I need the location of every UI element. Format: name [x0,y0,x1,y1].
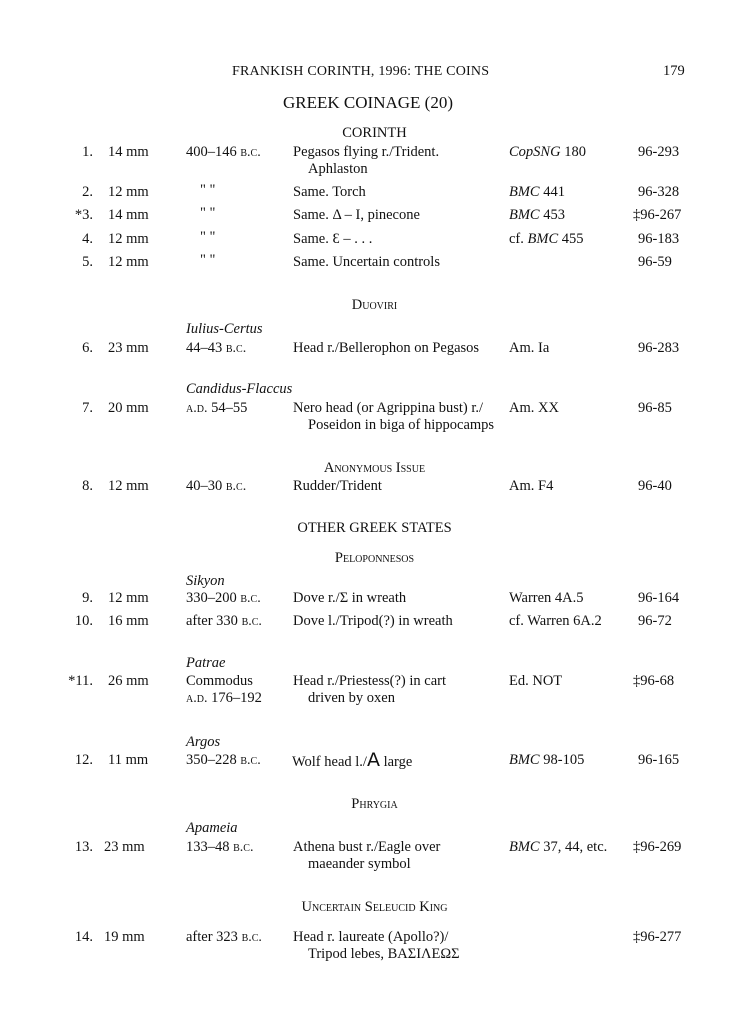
entry-description: Nero head (or Agrippina bust) r./ [293,400,484,416]
entry-description: Head r./Priestess(?) in cart [293,673,447,689]
entry-number: 2. [82,184,93,200]
entry-date-cont: a.d. 176–192 [186,690,262,706]
heading-anonymous-issue: Anonymous Issue [323,460,426,476]
entry-description: Same. Δ – I, pinecone [293,207,420,223]
issuer-name: Iulius-Certus [186,321,263,337]
entry-inventory: 96-183 [638,231,680,247]
entry-date: 350–228 b.c. [186,752,261,768]
entry-reference: BMC 453 [509,207,565,223]
entry-number: 12. [74,752,93,768]
entry-number: 10. [74,613,93,629]
entry-inventory: 96-293 [638,144,680,160]
issuer-name: Sikyon [186,573,225,589]
issuer-name: Apameia [186,820,238,836]
issuer-name: Argos [186,734,221,750]
entry-size: 11 mm [108,752,149,768]
entry-size: 12 mm [108,590,149,606]
entry-date: after 323 b.c. [186,929,262,945]
entry-inventory: 96-59 [638,254,672,270]
entry-number: 7. [82,400,93,416]
heading-corinth: CORINTH [342,125,407,141]
entry-description-cont: maeander symbol [308,856,411,872]
entry-number: 4. [82,231,93,247]
entry-reference: Am. Ia [509,340,550,356]
entry-size: 12 mm [108,231,149,247]
entry-reference: BMC 37, 44, etc. [509,839,608,855]
entry-size: 12 mm [108,478,149,494]
entry-description-cont: Poseidon in biga of hippocamps [308,417,495,433]
running-title: FRANKISH CORINTH, 1996: THE COINS [232,64,490,79]
entry-reference: CopSNG 180 [509,144,586,160]
entry-size: 12 mm [108,254,149,270]
entry-inventory: ‡96-269 [633,839,682,855]
ditto-mark: " " [200,205,216,221]
entry-description-cont: driven by oxen [308,690,395,706]
entry-inventory: 96-164 [638,590,680,606]
entry-description: Same. Uncertain controls [293,254,440,270]
entry-number: 8. [82,478,93,494]
entry-inventory: ‡96-267 [633,207,682,223]
entry-description: Dove l./Tripod(?) in wreath [293,613,453,629]
entry-number: 13. [74,839,93,855]
entry-inventory: 96-283 [638,340,680,356]
entry-date: Commodus [186,673,253,689]
entry-size: 14 mm [108,144,149,160]
section-title: GREEK COINAGE (20) [283,93,453,112]
ditto-mark: " " [200,229,216,245]
entry-description: Wolf head l./A large [292,749,413,771]
entry-description: Dove r./Σ in wreath [293,590,407,606]
entry-description: Pegasos flying r./Trident. [293,144,440,160]
entry-number: *11. [68,673,93,689]
entry-inventory: ‡96-68 [633,673,675,689]
entry-size: 14 mm [108,207,149,223]
entry-reference: Warren 4A.5 [509,590,584,606]
entry-inventory: 96-85 [638,400,672,416]
heading-duoviri: Duoviri [351,297,398,313]
entry-inventory: 96-72 [638,613,672,629]
entry-inventory: 96-165 [638,752,680,768]
entry-description: Same. Ɛ – . . . [293,231,373,247]
entry-date: 44–43 b.c. [186,340,247,356]
entry-date: 133–48 b.c. [186,839,254,855]
entry-description: Head r. laureate (Apollo?)/ [293,929,449,945]
entry-size: 26 mm [108,673,149,689]
entry-number: 1. [82,144,93,160]
heading-peloponnesos: Peloponnesos [334,550,415,566]
issuer-name: Candidus-Flaccus [186,381,293,397]
entry-reference: BMC 441 [509,184,565,200]
entry-description: Athena bust r./Eagle over [293,839,441,855]
entry-inventory: ‡96-277 [633,929,682,945]
entry-inventory: 96-328 [638,184,680,200]
issuer-name: Patrae [186,655,226,671]
entry-description-cont: Aphlaston [308,161,368,177]
entry-number: 9. [82,590,93,606]
entry-size: 16 mm [108,613,149,629]
entry-reference: Am. F4 [509,478,554,494]
entry-description: Head r./Bellerophon on Pegasos [293,340,480,356]
entry-number: 6. [82,340,93,356]
heading-phrygia: Phrygia [351,796,398,812]
entry-date: 40–30 b.c. [186,478,247,494]
entry-size: 19 mm [104,929,145,945]
entry-date: a.d. 54–55 [186,400,248,416]
heading-uncertain-seleucid-king: Uncertain Seleucid King [301,899,448,915]
entry-number: 14. [74,929,93,945]
entry-reference: Am. XX [509,400,559,416]
entry-number: *3. [74,207,93,223]
entry-date: after 330 b.c. [186,613,262,629]
entry-size: 23 mm [104,839,145,855]
entry-reference: cf. BMC 455 [509,231,584,247]
entry-size: 20 mm [108,400,149,416]
entry-number: 5. [82,254,93,270]
page-number: 179 [663,63,685,79]
ditto-mark: " " [200,252,216,268]
entry-description-cont: Tripod lebes, ΒΑΣΙΛΕΩΣ [308,946,460,962]
ditto-mark: " " [200,182,216,198]
entry-reference: Ed. NOT [509,673,563,689]
entry-description: Same. Torch [293,184,366,200]
entry-date: 400–146 b.c. [186,144,261,160]
entry-date: 330–200 b.c. [186,590,261,606]
entry-size: 12 mm [108,184,149,200]
entry-reference: cf. Warren 6A.2 [509,613,602,629]
entry-size: 23 mm [108,340,149,356]
entry-reference: BMC 98-105 [509,752,585,768]
entry-description: Rudder/Trident [293,478,382,494]
heading-other-greek-states: OTHER GREEK STATES [297,520,452,536]
entry-inventory: 96-40 [638,478,672,494]
